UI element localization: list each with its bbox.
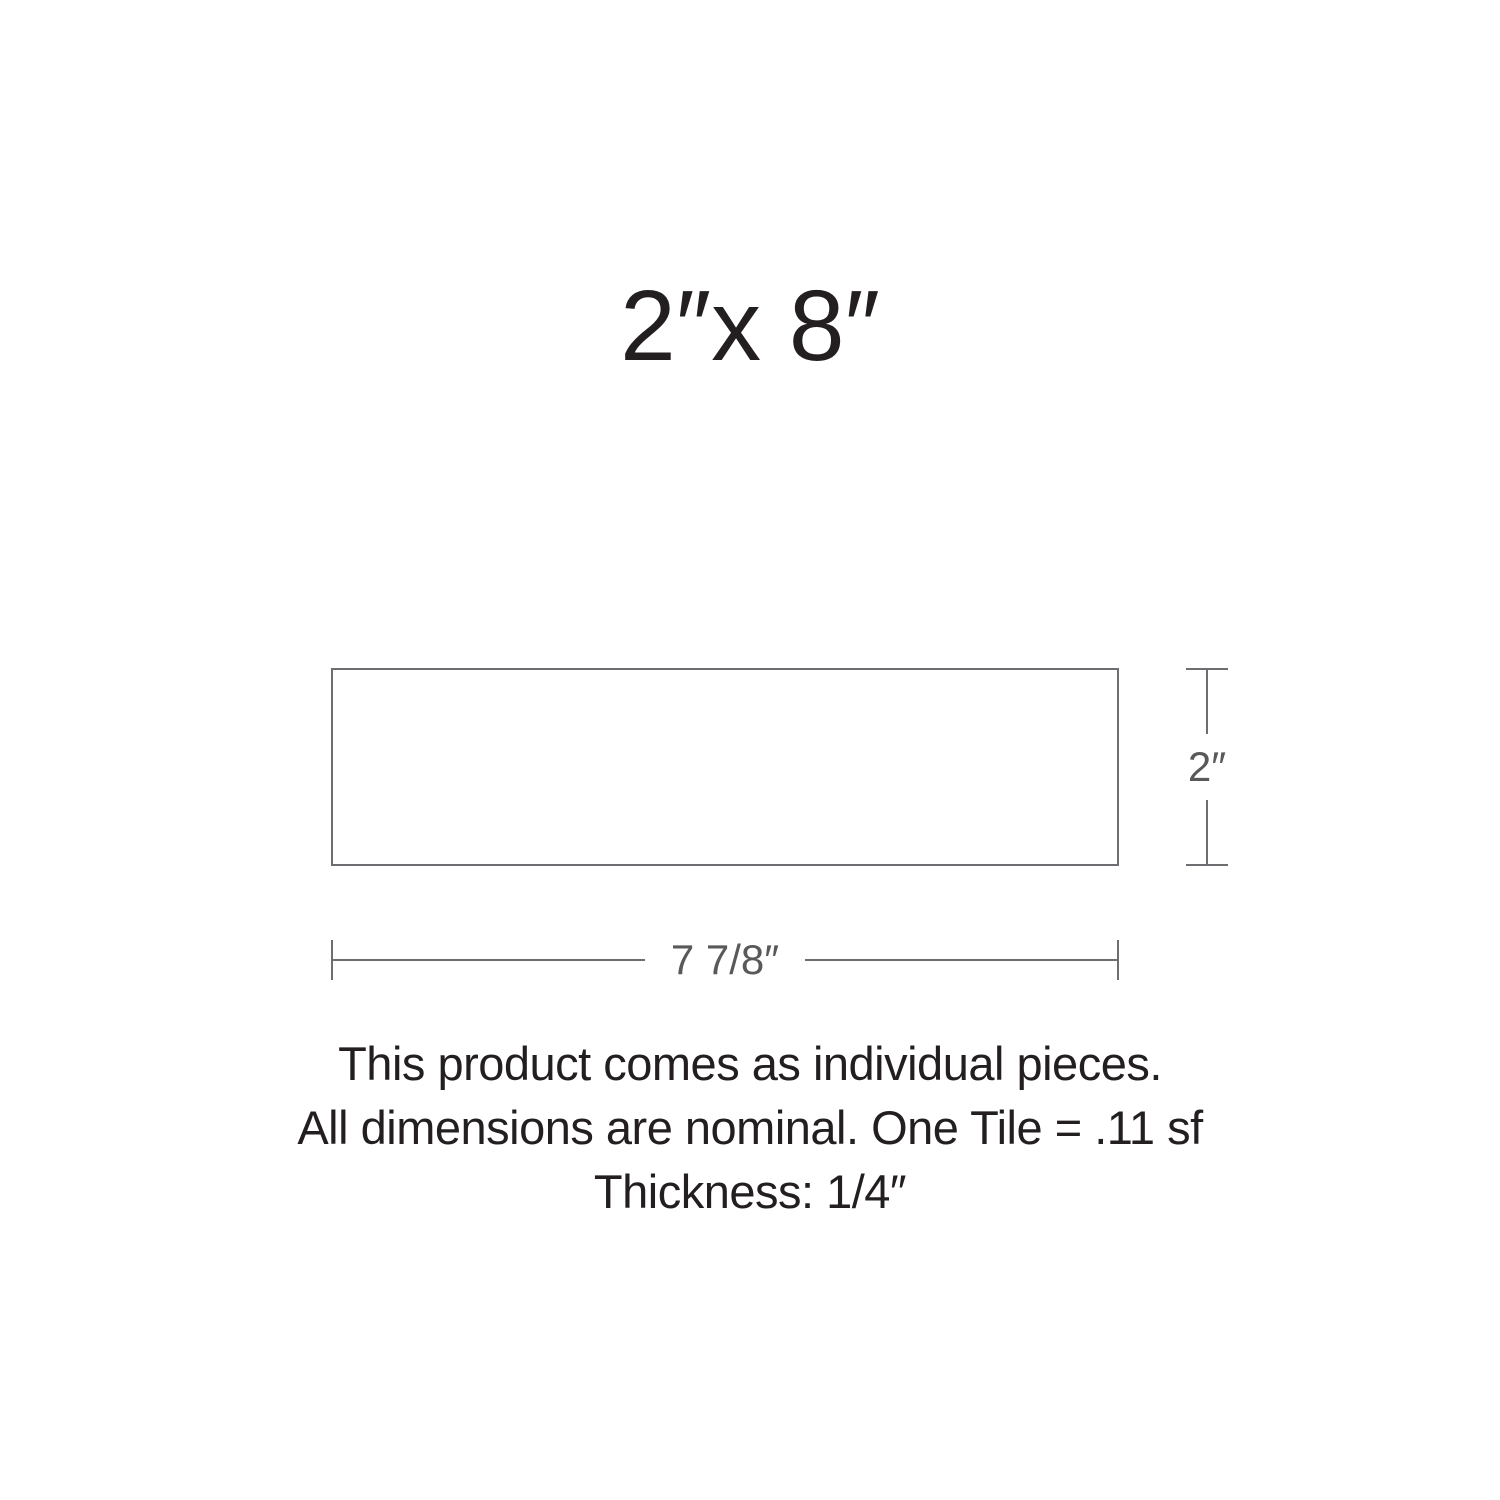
note-line-nominal: All dimensions are nominal. One Tile = .11 sf xyxy=(297,1101,1203,1154)
width-dimension-line-right xyxy=(805,959,1117,961)
height-dimension xyxy=(1186,668,1228,866)
tile-outline xyxy=(331,668,1119,866)
width-dimension-cap-right xyxy=(1117,940,1119,980)
width-dimension-label: 7 7/8″ xyxy=(670,936,780,983)
height-dimension-line-upper xyxy=(1206,670,1208,734)
width-dimension-line-left xyxy=(333,959,645,961)
height-dimension-cap-bottom xyxy=(1186,864,1228,866)
note-line-pieces: This product comes as individual pieces. xyxy=(338,1037,1162,1090)
page-title: 2″x 8″ xyxy=(620,270,880,382)
note-line-thickness: Thickness: 1/4″ xyxy=(593,1165,907,1218)
height-dimension-line-lower xyxy=(1206,800,1208,864)
product-notes xyxy=(0,1032,1500,1224)
height-dimension-label: 2″ xyxy=(1187,743,1227,790)
width-dimension xyxy=(331,936,1119,983)
